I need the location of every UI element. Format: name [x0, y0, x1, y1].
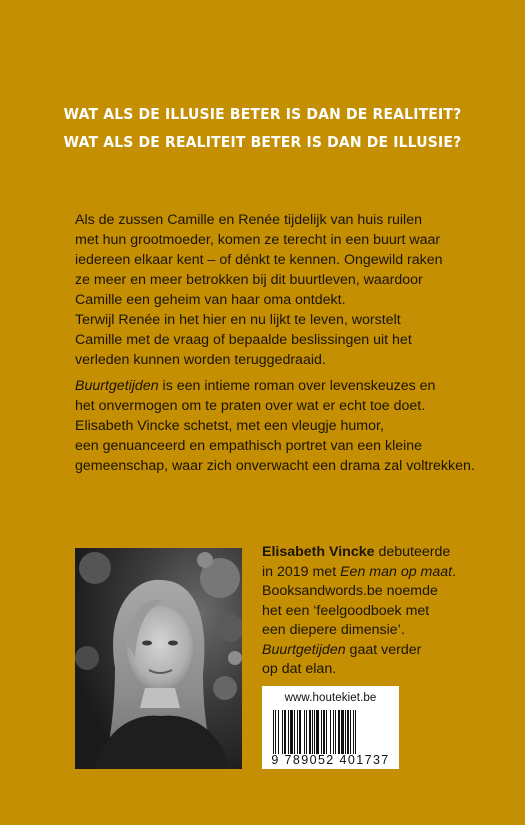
review-line — [75, 376, 475, 396]
bio-line — [262, 543, 462, 563]
synopsis-line: Camille met de vraag of bepaalde beslissingen uit het — [75, 332, 412, 348]
review-paragraph — [75, 376, 475, 476]
bio-line: Booksandwords.be noemde — [262, 583, 438, 599]
synopsis-line: ze meer en meer betrokken bij dit buurtleven, waardoor — [75, 272, 423, 288]
bio-text: debuteerde — [374, 544, 451, 560]
bio-text: gaat verder — [345, 641, 422, 658]
bio-text: in 2019 met — [262, 563, 341, 580]
author-photo — [75, 548, 242, 769]
book-title-italic: Buurtgetijden — [262, 641, 346, 658]
bio-text: . — [452, 563, 457, 580]
author-name: Elisabeth Vincke — [262, 544, 375, 560]
author-bio — [262, 543, 462, 680]
review-line: een genuanceerd en empathisch portret van een kleine — [75, 438, 423, 454]
synopsis-line: iedereen elkaar kent – of dénkt te kennen. Ongewild raken — [75, 252, 443, 268]
synopsis-line: Terwijl Renée in het hier en nu lijkt te leven, worstelt — [75, 312, 401, 328]
bio-line: op dat elan. — [262, 661, 337, 677]
review-line: Elisabeth Vincke schetst, met een vleugje humor, — [75, 418, 384, 434]
isbn-number: 9 789052 401737 — [271, 753, 390, 767]
synopsis-line: verleden kunnen worden teruggedraaid. — [75, 352, 326, 368]
publisher-url: www.houtekiet.be — [284, 692, 377, 704]
headline-line: WAT ALS DE ILLUSIE BETER IS DAN DE REALITEIT? — [63, 105, 462, 123]
bio-line: een diepere dimensie’. — [262, 622, 405, 638]
bio-line — [262, 563, 462, 583]
synopsis-paragraph — [75, 210, 475, 370]
headline — [26, 100, 499, 156]
bio-line: het een ‘feelgoodboek met — [262, 602, 430, 619]
headline-line: WAT ALS DE REALITEIT BETER IS DAN DE ILLUSIE? — [63, 133, 462, 151]
synopsis-line: Camille een geheim van haar oma ontdekt. — [75, 292, 346, 308]
review-line: het onvermogen om te praten over wat er echt toe doet. — [75, 398, 426, 414]
synopsis-line: Als de zussen Camille en Renée tijdelijk van huis ruilen — [75, 212, 422, 228]
review-line: gemeenschap, waar zich onverwacht een drama zal voltrekken. — [75, 458, 475, 474]
author-portrait-image — [75, 548, 242, 769]
barcode-icon — [273, 710, 389, 754]
debut-title-italic: Een man op maat — [340, 563, 453, 580]
bio-line — [262, 641, 462, 661]
barcode-label — [262, 686, 399, 769]
review-line-rest: is een intieme roman over levenskeuzes en — [158, 378, 436, 394]
book-title-italic: Buurtgetijden — [75, 378, 159, 394]
synopsis-line: met hun grootmoeder, komen ze terecht in een buurt waar — [75, 232, 441, 248]
